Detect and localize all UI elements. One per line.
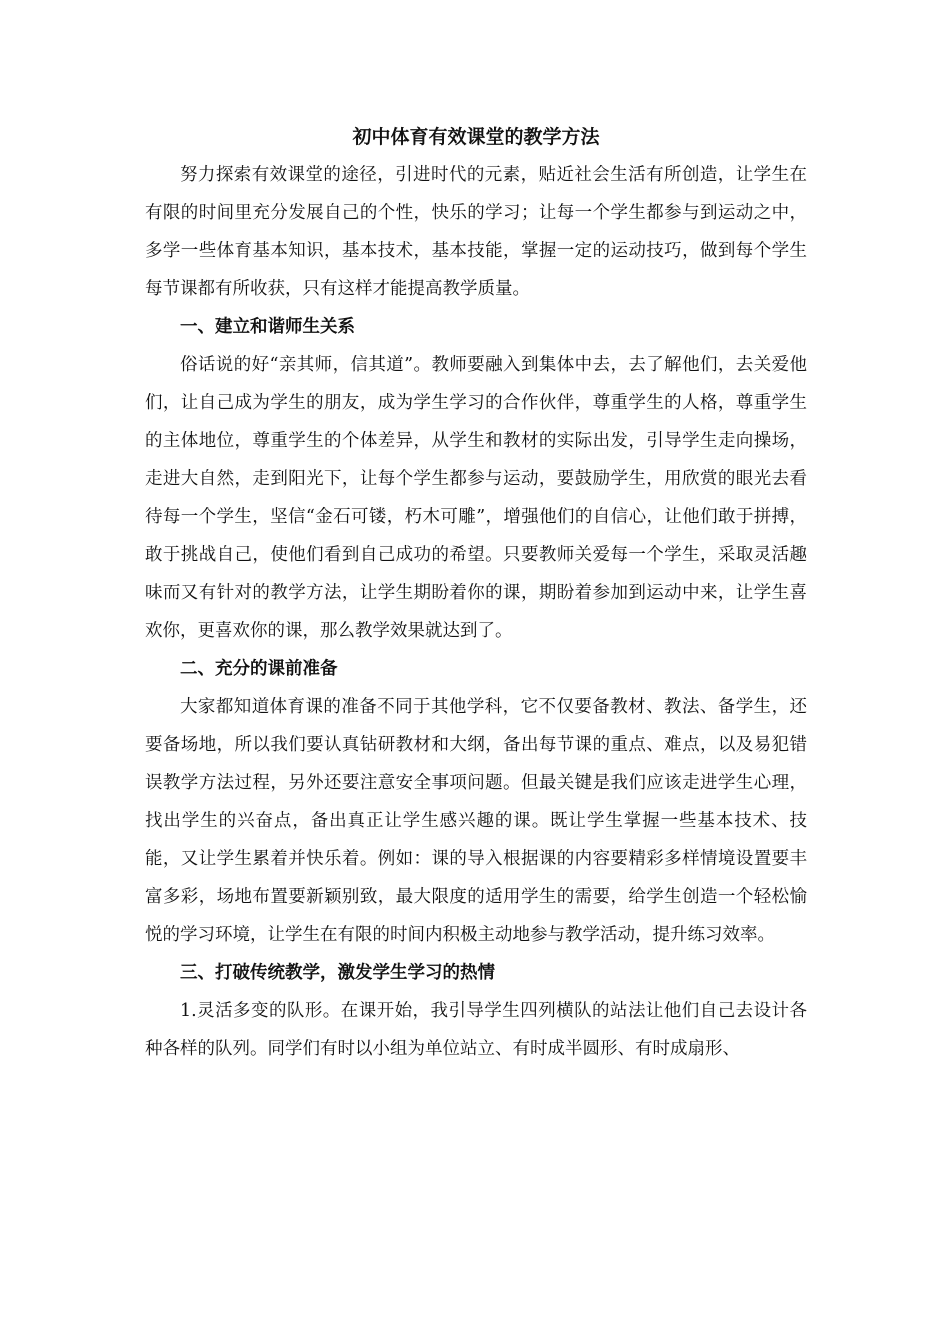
section-2-paragraph: 大家都知道体育课的准备不同于其他学科，它不仅要备教材、教法、备学生，还要备场地，所以我们要认真钻研教材和大纲，备出每节课的重点、难点，以及易犯错误教学方法过程，另外还要注意安全事项问题。但最关键是我们应该走进学生心理，找出学生的兴奋点，备出真正让学生感兴趣的课。既让学生掌握一些基本技术、技能，又让学生累着并快乐着。例如：课的导入根据课的内容要精彩多样情境设置要丰富多彩，场地布置要新颖别致，最大限度的适用学生的需要，给学生创造一个轻松愉悦的学习环境，让学生在有限的时间内积极主动地参与教学活动，提升练习效率。 bbox=[145, 697, 807, 945]
section-3-paragraph: 1.灵活多变的队形。在课开始，我引导学生四列横队的站法让他们自己去设计各种各样的队列。同学们有时以小组为单位站立、有时成半圆形、有时成扇形、 bbox=[145, 1001, 807, 1059]
section-1-paragraph: 俗话说的好“亲其师，信其道”。教师要融入到集体中去，去了解他们，去关爱他们，让自己成为学生的朋友，成为学生学习的合作伙伴，尊重学生的人格，尊重学生的主体地位，尊重学生的个体差异，从学生和教材的实际出发，引导学生走向操场，走进大自然，走到阳光下，让每个学生都参与运动，要鼓励学生，用欣赏的眼光去看待每一个学生，坚信“金石可镂，朽木可雕”，增强他们的自信心，让他们敢于拼搏，敢于挑战自己，使他们看到自己成功的希望。只要教师关爱每一个学生，采取灵活趣味而又有针对的教学方法，让学生期盼着你的课，期盼着参加到运动中来，让学生喜欢你，更喜欢你的课，那么教学效果就达到了。 bbox=[145, 355, 807, 641]
document-title: 初中体育有效课堂的教学方法 bbox=[352, 126, 600, 148]
section-3-heading: 三、打破传统教学，激发学生学习的热情 bbox=[180, 963, 495, 983]
section-2-heading: 二、充分的课前准备 bbox=[180, 659, 338, 679]
document-page bbox=[145, 118, 807, 1068]
intro-paragraph: 努力探索有效课堂的途径，引进时代的元素，贴近社会生活有所创造，让学生在有限的时间里充分发展自己的个性，快乐的学习；让每一个学生都参与到运动之中，多学一些体育基本知识，基本技术，基本技能，掌握一定的运动技巧，做到每个学生每节课都有所收获，只有这样才能提高教学质量。 bbox=[145, 165, 807, 299]
section-1-heading: 一、建立和谐师生关系 bbox=[180, 317, 355, 337]
